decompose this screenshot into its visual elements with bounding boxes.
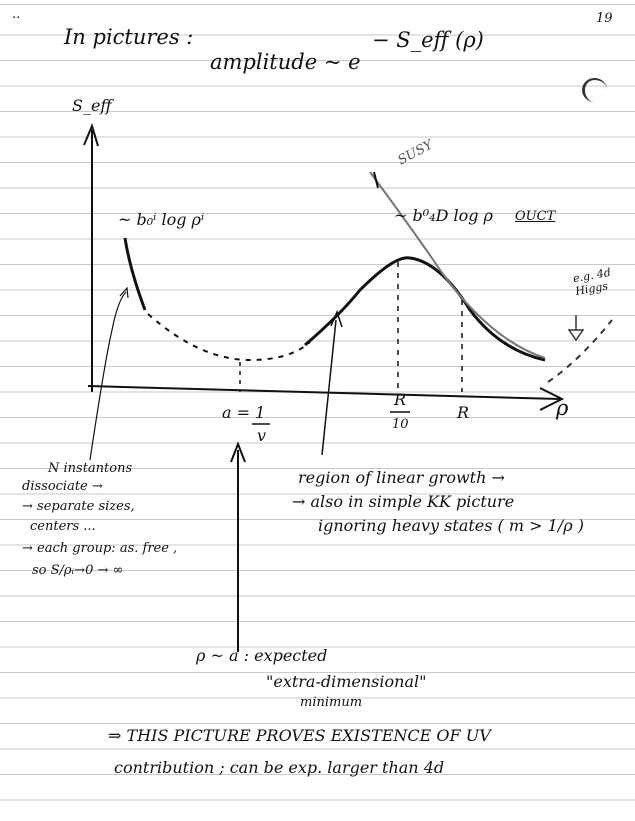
dashed-minimum bbox=[148, 314, 310, 360]
higgs-arrowhead bbox=[569, 330, 583, 340]
left-note-line: → separate sizes, bbox=[22, 499, 135, 514]
susy-hook bbox=[374, 172, 378, 188]
y-axis-label: S_eff bbox=[72, 96, 112, 115]
formula-exponent: − S_eff (ρ) bbox=[372, 28, 484, 52]
minimum-note-line: "extra-dimensional" bbox=[266, 672, 427, 691]
minimum-note-line: minimum bbox=[300, 695, 363, 710]
formula-lhs: amplitude ~ e bbox=[210, 50, 361, 74]
tick-R10-top: R bbox=[394, 390, 407, 409]
corner-dots: .. bbox=[12, 7, 21, 22]
middle-note-line: region of linear growth → bbox=[298, 468, 505, 487]
left-note-line: N instantons bbox=[48, 461, 133, 476]
tick-a-bottom: v bbox=[257, 426, 267, 445]
left-curve-annotation: ~ b₀ⁱ log ρⁱ bbox=[118, 210, 205, 229]
left-note-line: dissociate → bbox=[22, 479, 103, 494]
middle-note-line: ignoring heavy states ( m > 1/ρ ) bbox=[318, 516, 584, 535]
x-axis-label: ρ bbox=[556, 396, 569, 420]
higgs-label: e.g. 4d Higgs bbox=[572, 265, 612, 299]
right-curve-annotation: ~ b⁰₄D log ρ bbox=[394, 206, 493, 225]
tick-a-top: a = 1 bbox=[222, 403, 266, 422]
minimum-note-line: ρ ~ a : expected bbox=[196, 646, 328, 665]
left-note-arrow bbox=[90, 292, 126, 460]
page-number: 19 bbox=[596, 11, 613, 26]
left-note-line: centers ... bbox=[30, 519, 96, 534]
susy-line bbox=[370, 172, 545, 358]
conclusion-block bbox=[108, 728, 628, 786]
middle-note-block bbox=[292, 470, 622, 542]
heading-text: In pictures : bbox=[64, 25, 194, 49]
middle-note-arrow bbox=[322, 320, 336, 455]
hump-curve bbox=[305, 258, 545, 360]
left-note-line: → each group: as. free , bbox=[22, 541, 178, 556]
left-note-arrowhead bbox=[120, 288, 128, 298]
tick-R10-bottom: 10 bbox=[392, 417, 409, 432]
conclusion-line: contribution ; can be exp. larger than 4d bbox=[114, 758, 445, 777]
left-curve bbox=[125, 238, 145, 310]
left-note-block bbox=[22, 462, 202, 584]
middle-note-line: → also in simple KK picture bbox=[292, 492, 515, 511]
minimum-note-block bbox=[196, 648, 526, 716]
susy-label: SUSY bbox=[395, 137, 436, 169]
x-axis bbox=[88, 386, 560, 399]
left-note-line: so S/ρᵢ→0 → ∞ bbox=[32, 563, 124, 578]
right-annotation-tag: OUCT bbox=[515, 209, 556, 224]
tick-R: R bbox=[457, 403, 470, 422]
conclusion-line: ⇒ THIS PICTURE PROVES EXISTENCE OF UV bbox=[108, 726, 491, 745]
